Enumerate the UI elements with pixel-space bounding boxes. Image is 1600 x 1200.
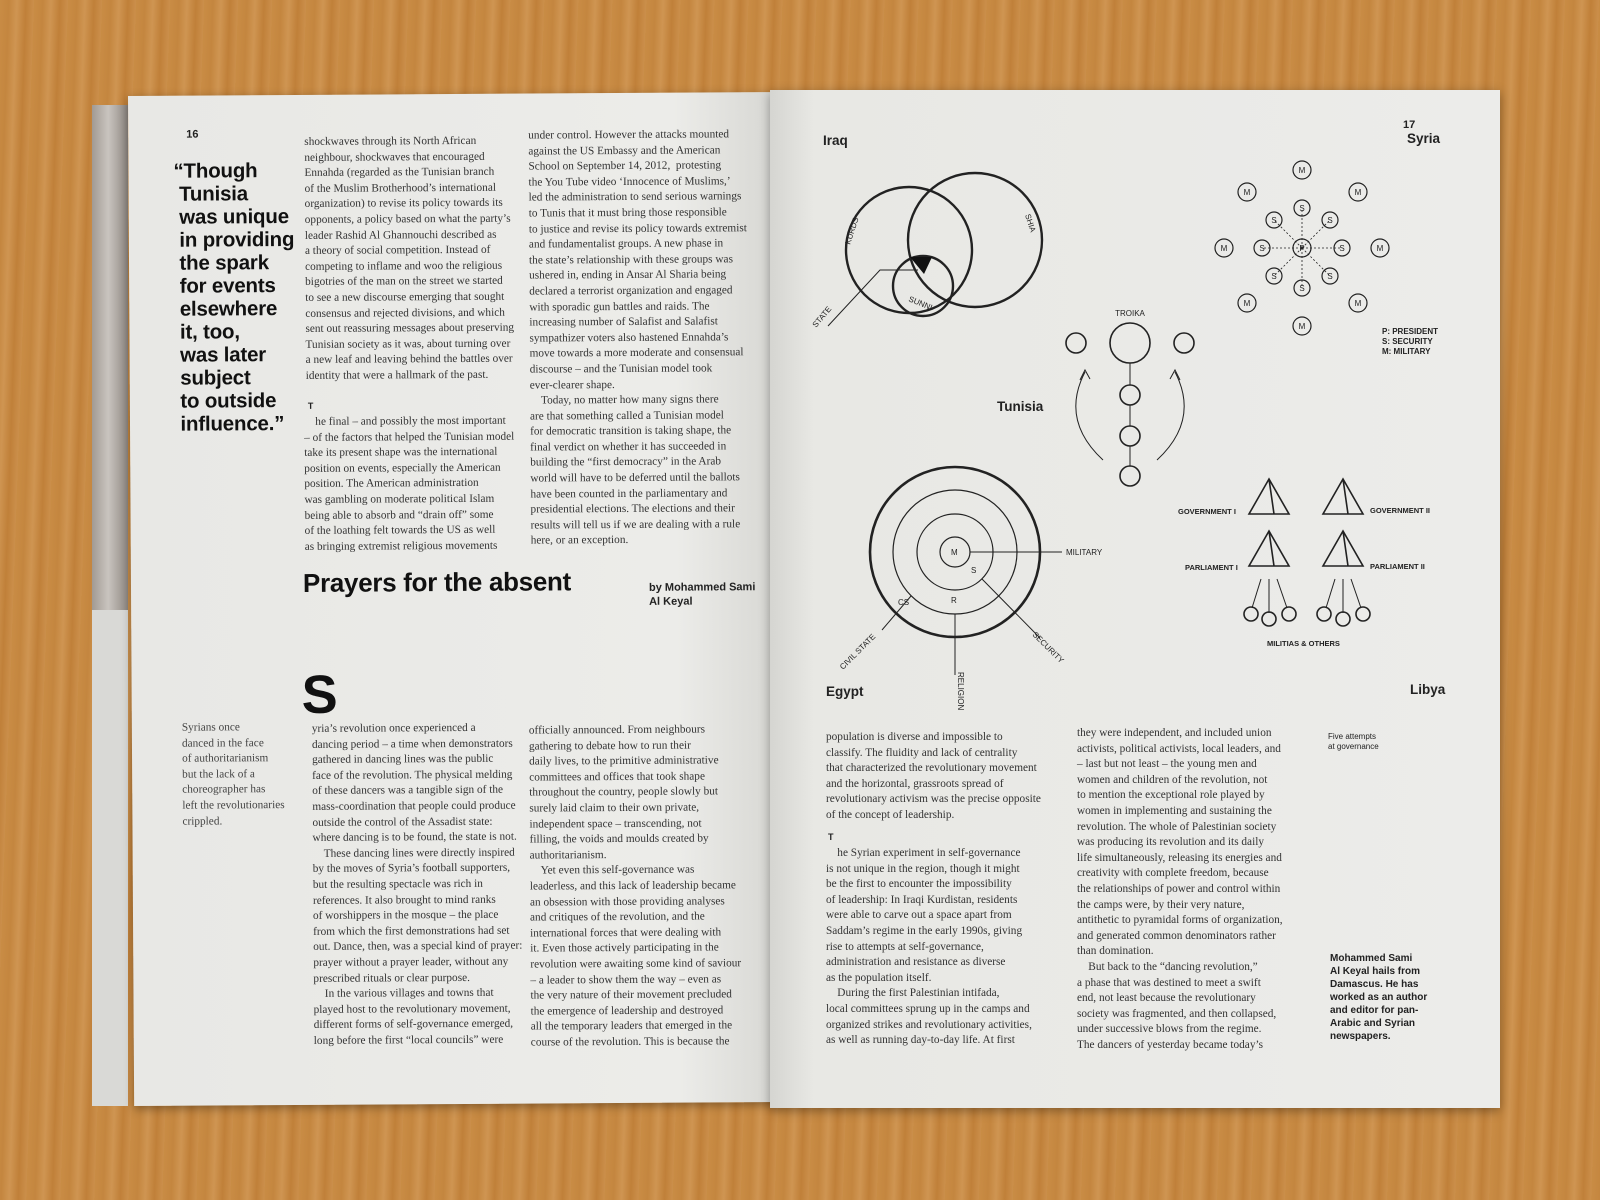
label-government-ii: GOVERNMENT II <box>1370 506 1431 515</box>
libya-diagram <box>1178 479 1430 648</box>
body-column-1-top: shockwaves through its North African neighbour, shockwaves that encouraged Ennahda (regarded as the Tunisian branch of the Muslim Brotherhood’s international organization) to revise its policy towards its opponents, a policy based on what the party’s leader Rashid Al Ghannouchi described as a theory of social competition. Instead of competing to inflame and woo the religious bigotries of the man on the street we started to see a new discourse emerging that sought consensus and rejected divisions, and which sent out reassuring messages about preserving Tunisian society as it was, about turning over a new leaf and leaving behind the battles over identity that were a hallmark of the past. <box>304 134 515 382</box>
label-kurds: KURDS <box>843 216 861 246</box>
shia-circle <box>908 173 1042 307</box>
side-caption: Five attempts at governance <box>1328 732 1379 751</box>
egypt-diagram <box>838 467 1103 710</box>
body-column-2: they were independent, and included union activists, political activists, local leaders, and – last but not least – the young men and women and children of the revolution, not to mention the exceptional role played by women in implementing and sustaining the revolution. The whole of Palestinian society was producing its revolution and its daily life simultaneously, releasing its energies and creativity with complete freedom, because the relationships of power and control within the camps were, by their very nature, antithetic to pyramidal forms of organization, and generated common denominators rather than domination. But back to the “dancing revolution,” a phase that was destined to meet a swift end, not least because the revolutionary society was fragmented, and then collapsed, under successive blows from the regime. The dancers of yesterday became today’s <box>1077 727 1283 1051</box>
label-m: M <box>1298 166 1306 175</box>
tunisia-diagram <box>1066 309 1194 486</box>
body-column-2: under control. However the attacks mounted against the US Embassy and the American School on September 14, 2012, protesting the You Tube video ‘Innocence of Muslims,’ led the administration to send serious warnings to Tunis that it must bring those responsible to justice and revise its policy towards extremist and fundamentalist groups. A new phase in the state’s relationship with these groups was ushered in, ending in Ansar Al Sharia being declared a terrorist organization and engaged with sporadic gun battles and raids. The increasing number of Salafist and Salafist sympathizer voters also hastened Ennahda’s move towards a more moderate and consensual discourse – and the Tunisian model took ever-clearer shape. Today, no matter how many signs there are that something called a Tunisian model for democratic transition is taking shape, the final verdict on whether it has succeeded in building the “first democracy” in the Arab world will have to be deferred until the ballots have been counted in the parliamentary and presidential elections. The elections and their results will tell us if we are dealing with a rule here, or an exception. <box>528 128 747 547</box>
chain-node <box>1120 385 1140 405</box>
militia-node <box>1244 607 1258 621</box>
label-s: S <box>1299 284 1305 293</box>
state-pointer-line <box>828 270 918 326</box>
syria-diagram <box>1215 161 1389 335</box>
author-bio: Mohammed Sami Al Keyal hails from Damascus. He has worked as an author and editor for pan- Arabic and Syrian newspapers. <box>1330 953 1428 1042</box>
label-government-i: GOVERNMENT I <box>1178 507 1236 516</box>
label-s: S <box>1339 244 1345 253</box>
label-military: MILITARY <box>1066 548 1103 557</box>
country-label-iraq: Iraq <box>823 133 848 148</box>
label-religion: RELIGION <box>956 672 965 711</box>
label-p: P <box>1299 244 1305 253</box>
side-node <box>1066 333 1086 353</box>
drop-cap-s: S <box>301 664 338 725</box>
page-number: 17 <box>1403 119 1416 131</box>
label-security: SECURITY <box>1030 630 1066 666</box>
body-column-4: officially announced. From neighbours gathering to debate how to run their daily lives, to the primitive administrative committees and offices that took shape throughout the country, people slowly but surely laid claim to their own private, independent space – transcending, not filling, the voids and moulds created by authoritarianism. Yet even this self-governance was leaderless, and this lack of leadership became an obsession with those providing analyses and critiques of the revolution, and the international forces that were dealing with it. Even those actively participating in the revolution were awaiting some kind of saviour – a leader to show them the way – even as the very nature of their movement precluded the emergence of leadership and destroyed all the temporary leaders that emerged in the course of the revolution. This is because the <box>528 723 742 1049</box>
label-m: M <box>951 548 958 557</box>
left-page <box>128 92 776 1106</box>
under-page-edge <box>92 610 128 1106</box>
chain-node <box>1120 466 1140 486</box>
label-m: M <box>1354 299 1362 308</box>
right-page <box>770 90 1500 1108</box>
label-m: M <box>1354 188 1362 197</box>
label-s: S <box>1271 216 1277 225</box>
byline: by Mohammed Sami Al Keyal <box>648 581 756 608</box>
country-label-syria: Syria <box>1407 131 1441 146</box>
label-troika: TROIKA <box>1115 309 1145 318</box>
label-m: M <box>1243 188 1251 197</box>
country-label-tunisia: Tunisia <box>997 399 1044 414</box>
label-shia: SHIA <box>1023 212 1038 234</box>
body-column-1-bottom: he Syrian experiment in self-governance is not unique in the region, though it might be the first to encounter the impossibility of leadership: In Iraqi Kurdistan, residents were able to carve out a space apart from Saddam’s regime in the early 1990s, giving rise to attempts at self-governance, administration and resistance as diverse as the population itself. During the first Palestinian intifada, local committees sprung up in the camps and organized strikes and revolutionary activities, as well as running day-to-day life. At first <box>826 847 1032 1047</box>
article-title: Prayers for the absent <box>302 566 572 598</box>
label-s: S <box>1327 216 1333 225</box>
label-sunni: SUNNI <box>907 294 934 313</box>
militia-node <box>1317 607 1331 621</box>
side-node <box>1174 333 1194 353</box>
label-cs: CS <box>898 598 910 607</box>
drop-cap-t: T <box>307 400 314 411</box>
governance-diagrams <box>770 90 1500 730</box>
label-s: S <box>971 566 977 575</box>
label-r: R <box>951 596 957 605</box>
label-parliament-i: PARLIAMENT I <box>1185 563 1238 572</box>
label-civil-state: CIVIL STATE <box>838 632 878 672</box>
page-number: 16 <box>186 128 199 141</box>
side-caption: Syrians once danced in the face of authoritarianism but the lack of a choreographer has left the revolutionaries crippled. <box>181 721 285 828</box>
militia-node <box>1282 607 1296 621</box>
label-m: M <box>1243 299 1251 308</box>
label-s: S <box>1271 272 1277 281</box>
photo-strip <box>92 105 128 610</box>
label-parliament-ii: PARLIAMENT II <box>1370 562 1425 571</box>
body-column-1-top: population is diverse and impossible to classify. The fluidity and lack of centrality that characterized the revolutionary movement and the horizontal, grassroots spread of revolutionary activism was the precise opposite of the concept of leadership. <box>826 731 1041 821</box>
pull-quote: “Though Tunisia was unique in providing the spark for events elsewhere it, too, was later subject to outside influence.” <box>173 159 295 436</box>
parliament-ii-pyramid <box>1323 531 1363 566</box>
parliament-i-pyramid <box>1249 531 1289 566</box>
government-i-pyramid <box>1249 479 1289 514</box>
label-s: S <box>1327 272 1333 281</box>
government-ii-pyramid <box>1323 479 1363 514</box>
label-m: M <box>1220 244 1228 253</box>
label-s: S <box>1259 244 1265 253</box>
syria-legend: P: PRESIDENT S: SECURITY M: MILITARY <box>1382 327 1439 356</box>
label-m: M <box>1298 322 1306 331</box>
iraq-diagram <box>811 173 1042 329</box>
body-column-3: yria’s revolution once experienced a dancing period – a time when demonstrators gathered in dancing lines was the public face of the revolution. The physical melding of these dancers was a tangible sign of the mass-coordination that people could produce outside the control of the Assadist state: where dancing is to be found, the state is not. These dancing lines were directly inspired by the moves of Syria’s football supporters, but the resulting spectacle was rich in references. It also brought to mind ranks of worshippers in the mosque – the place from which the first demonstrations had set out. Dance, then, was a special kind of prayer: prayer without a prayer leader, without any prescribed rituals or clear purpose. In the various villages and towns that played host to the revolutionary movement, different forms of self-governance emerged, long before the first “local councils” were <box>311 721 523 1047</box>
country-label-libya: Libya <box>1410 682 1446 697</box>
chain-node <box>1120 426 1140 446</box>
country-label-egypt: Egypt <box>826 684 864 699</box>
drop-cap-t: T <box>828 832 834 842</box>
militia-node <box>1336 612 1350 626</box>
label-militias: MILITIAS & OTHERS <box>1267 639 1340 648</box>
troika-circle <box>1110 323 1150 363</box>
militia-node <box>1356 607 1370 621</box>
label-s: S <box>1299 204 1305 213</box>
body-column-1-bottom: he final – and possibly the most important – of the factors that helped the Tunisian model take its present shape was the international position on events, especially the American position. The American administration was gambling on moderate political Islam being able to absorb and “drain off” some of the loathing felt towards the US as well as bringing extremist religious movements <box>303 414 515 553</box>
militia-node <box>1262 612 1276 626</box>
label-m: M <box>1376 244 1384 253</box>
label-state: STATE <box>810 304 834 330</box>
